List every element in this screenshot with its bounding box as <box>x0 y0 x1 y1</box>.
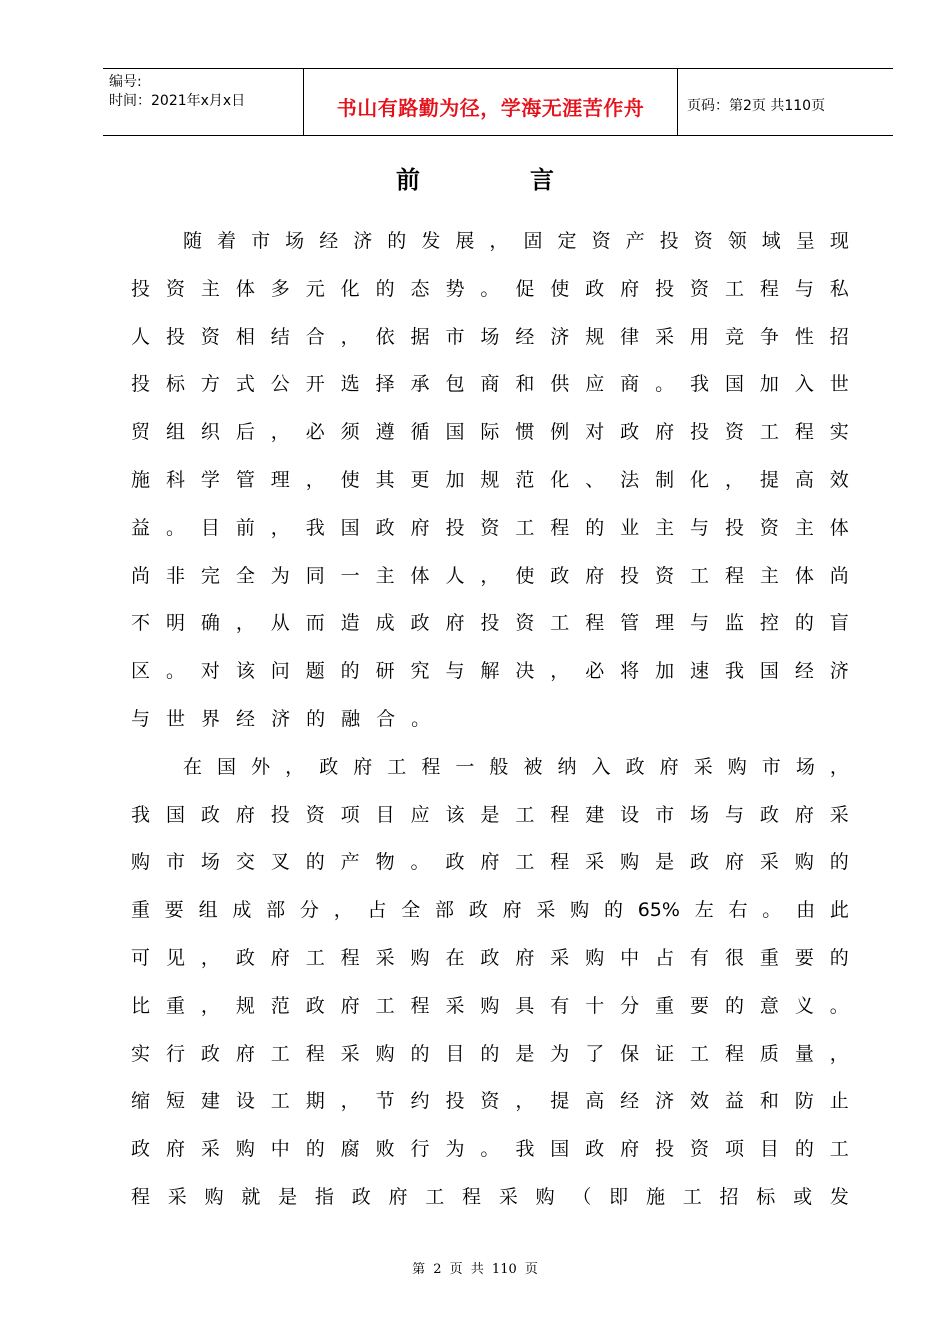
text-line: 与 世 界 经 济 的 融 合 。 <box>131 707 431 730</box>
text-line: 益 。 目 前 ， 我 国 政 府 投 资 工 程 的 业 主 与 投 资 主 体 <box>131 516 849 539</box>
text-line: 施 科 学 管 理 ， 使 其 更 加 规 范 化 、 法 制 化 ， 提 高 效 <box>131 468 849 491</box>
header-meta <box>109 73 245 111</box>
text-line: 贸 组 织 后 ， 必 须 遵 循 国 际 惯 例 对 政 府 投 资 工 程 实 <box>131 421 849 444</box>
text-line: 区 。 对 该 问 题 的 研 究 与 解 决 ， 必 将 加 速 我 国 经 济 <box>131 660 849 683</box>
header-motto: 书山有路勤为径，学海无涯苦作舟 <box>336 96 645 120</box>
text-line: 投 资 主 体 多 元 化 的 态 势 。 促 使 政 府 投 资 工 程 与 私 <box>131 277 849 300</box>
page-footer: 第 2 页 共 110 页 <box>412 1262 538 1277</box>
paragraph <box>131 218 849 744</box>
text-line: 投 标 方 式 公 开 选 择 承 包 商 和 供 应 商 。 我 国 加 入 世 <box>131 373 849 396</box>
page-header <box>103 68 893 136</box>
text-line: 政 府 采 购 中 的 腐 败 行 为 。 我 国 政 府 投 资 项 目 的 工 <box>131 1138 849 1161</box>
text-line: 不 明 确 ， 从 而 造 成 政 府 投 资 工 程 管 理 与 监 控 的 盲 <box>131 612 849 635</box>
text-line: 比 重 ， 规 范 政 府 工 程 采 购 具 有 十 分 重 要 的 意 义 。 <box>131 994 849 1017</box>
text-line: 实 行 政 府 工 程 采 购 的 目 的 是 为 了 保 证 工 程 质 量 ， <box>131 1042 849 1065</box>
text-line: 可 见 ， 政 府 工 程 采 购 在 政 府 采 购 中 占 有 很 重 要 的 <box>131 946 849 969</box>
text-line: 人 投 资 相 结 合 ， 依 据 市 场 经 济 规 律 采 用 竞 争 性 招 <box>131 325 849 348</box>
paragraph <box>131 744 849 1222</box>
text-line: 我 国 政 府 投 资 项 目 应 该 是 工 程 建 设 市 场 与 政 府 采 <box>131 803 849 826</box>
text-line: 重 要 组 成 部 分 ， 占 全 部 政 府 采 购 的 65% 左 右 。 由 此 <box>131 899 849 922</box>
header-page-info: 页码：第2页 共110页 <box>687 98 826 114</box>
document-time-label: 时间：2021年x月x日 <box>109 93 246 109</box>
text-line: 尚 非 完 全 为 同 一 主 体 人 ， 使 政 府 投 资 工 程 主 体 尚 <box>131 564 849 587</box>
text-line: 在 国 外 ， 政 府 工 程 一 般 被 纳 入 政 府 采 购 市 场 ， <box>183 755 849 778</box>
text-line: 程 采 购 就 是 指 政 府 工 程 采 购 （ 即 施 工 招 标 或 发 <box>131 1185 849 1208</box>
document-body <box>131 218 849 1222</box>
document-title: 前言 <box>396 165 664 194</box>
text-line: 购 市 场 交 叉 的 产 物 。 政 府 工 程 采 购 是 政 府 采 购 的 <box>131 851 849 874</box>
text-line: 随 着 市 场 经 济 的 发 展 ， 固 定 资 产 投 资 领 域 呈 现 <box>183 230 849 252</box>
text-line: 缩 短 建 设 工 期 ， 节 约 投 资 ， 提 高 经 济 效 益 和 防 止 <box>131 1090 849 1113</box>
header-divider <box>677 69 678 135</box>
document-number-label: 编号: <box>109 74 142 90</box>
